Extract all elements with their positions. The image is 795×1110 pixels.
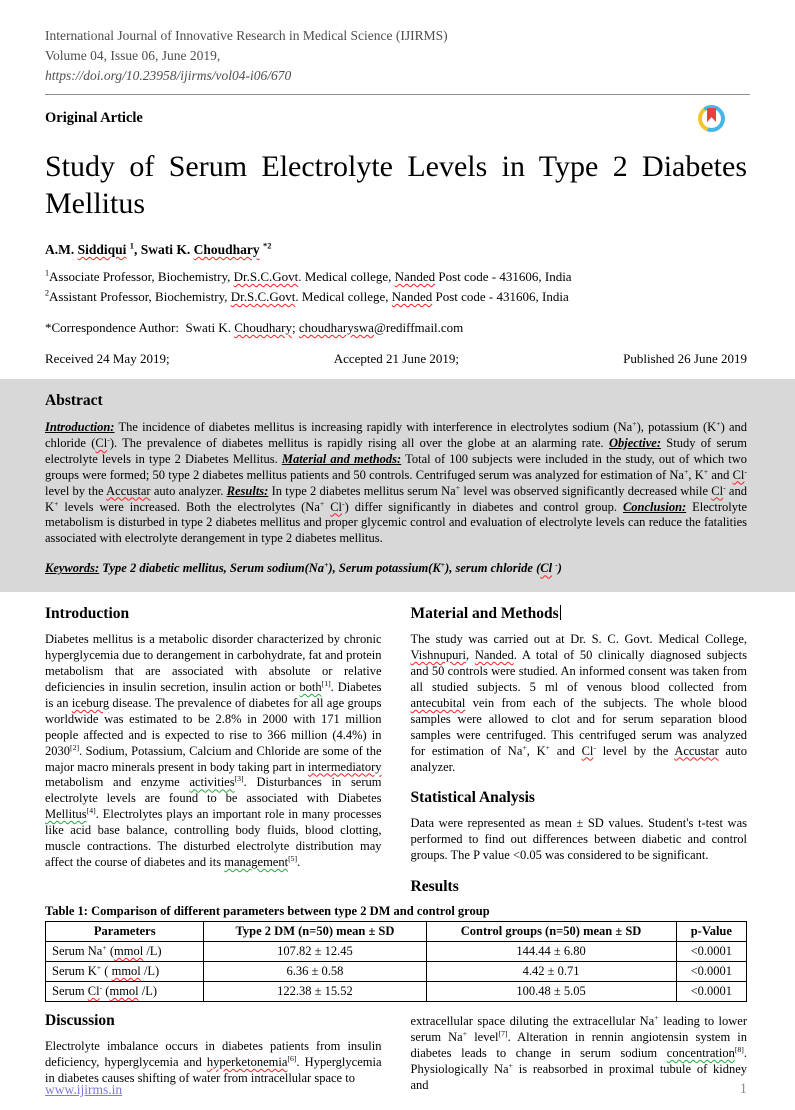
affiliations xyxy=(0,267,795,307)
statistical-heading: Statistical Analysis xyxy=(410,789,535,807)
introduction-body: Diabetes mellitus is a metabolic disorder characterized by chronic hyperglycemia due to derangement in carbohydrate, fat and protein metabolism that are associated with absolute or relative deficiencies in insulin secretion, insulin action or both[1]. Diabetes is an iceburg disease. The prevalence of diabetes for all age groups worldwide was estimated to be 2.8% in 2000 with 171 million people affected and is expected to rise to 366 million (4.4%) in 2030[2]. Sodium, Potassium, Calcium and Chloride are some of the major macro minerals present in body taking part in intermediatory metabolism and enzyme activities[3]. Disturbances in serum electrolyte levels are found to be associated with Diabetes Mellitus[4]. Electrolytes plays an important role in many processes like acid base balance, controlling body fluids, blood clotting, muscle contractions. The disturbed electrolyte distribution may affect the course of diabetes and its management[5]. xyxy=(45,632,382,869)
results-table xyxy=(45,921,747,1002)
abstract-heading: Abstract xyxy=(45,392,103,409)
keywords-line: Keywords: Type 2 diabetic mellitus, Serum sodium(Na+), Serum potassium(K+), serum chloride (Cl -) xyxy=(45,560,562,576)
journal-logo[interactable] xyxy=(698,105,725,132)
right-column xyxy=(411,605,748,896)
table-cell: Serum Na+ (mmol /L) xyxy=(46,942,204,962)
article-type-label: Original Article xyxy=(45,110,143,126)
discussion-left-body: Electrolyte imbalance occurs in diabetes patients from insulin deficiency, hyperglycemia and hyperketonemia[6]. Hyperglycemia in diabetes causes shifting of water from intracellular space to xyxy=(45,1039,382,1085)
introduction-heading: Introduction xyxy=(45,605,130,623)
table-cell: 107.82 ± 12.45 xyxy=(204,942,426,962)
table-cell: 100.48 ± 5.05 xyxy=(426,982,676,1002)
discussion-heading: Discussion xyxy=(45,1012,115,1030)
journal-header xyxy=(0,26,795,86)
table-header-cell: Control groups (n=50) mean ± SD xyxy=(426,922,676,942)
header-divider xyxy=(45,94,750,95)
page-number: 1 xyxy=(739,1081,747,1097)
abstract-section xyxy=(0,379,795,592)
affiliation-1: $^1$Associate Professor, Biochemistry, Dr.S.C.Govt. Medical college, Nanded Post code - 431606, India xyxy=(45,268,572,284)
table-cell: <0.0001 xyxy=(676,962,746,982)
table-row xyxy=(46,942,747,962)
table-header-cell: p-Value xyxy=(676,922,746,942)
discussion-right-body: extracellular space diluting the extracellular Na+ leading to lower serum Na+ level[7]. Alteration in rennin angiotensin system in diabetes leads to change in serum sodium concentration[8]. Physiologically Na+ is reabsorbed in proximal tubule of kidney and xyxy=(410,1012,748,1092)
table-row xyxy=(46,982,747,1002)
table-cell: 6.36 ± 0.58 xyxy=(204,962,426,982)
methods-body: The study was carried out at Dr. S. C. Govt. Medical College, Vishnupuri, Nanded. A total of 50 clinically diagnosed subjects and 50 controls were studied. An informed consent was taken from all studied subjects. 5 ml of venous blood collected from antecubital vein from each of the subjects. The whole blood samples were allowed to clot and for serum separation blood samples were centrifuged. This centrifuged serum was analyzed for estimation of Na+, K+ and Cl- level by the Accustar auto analyzer. xyxy=(410,632,747,774)
correspondence-line: *Correspondence Author: Swati K. Choudhary; choudharyswa@rediffmail.com xyxy=(45,320,464,335)
left-column xyxy=(45,605,382,896)
table-cell: 122.38 ± 15.52 xyxy=(204,982,426,1002)
table-cell: 4.42 ± 0.71 xyxy=(426,962,676,982)
paper-title: Study of Serum Electrolyte Levels in Type 2 Diabetes Mellitus xyxy=(45,150,747,220)
text-cursor xyxy=(560,605,562,620)
table-header-cell: Parameters xyxy=(46,922,204,942)
table-caption: Table 1: Comparison of different parameters between type 2 DM and control group xyxy=(45,904,490,919)
article-type-row xyxy=(0,105,795,132)
doi-link[interactable]: https://doi.org/10.23958/ijirms/vol04-i06/670 xyxy=(45,68,292,83)
footer-site-link[interactable]: www.ijirms.in xyxy=(45,1082,123,1097)
table-cell: 144.44 ± 6.80 xyxy=(426,942,676,962)
affiliation-2: $^2$Assistant Professor, Biochemistry, Dr.S.C.Govt. Medical college, Nanded Post code - 431606, India xyxy=(45,288,569,304)
table-cell: <0.0001 xyxy=(676,982,746,1002)
table-header-row xyxy=(46,922,747,942)
body-columns xyxy=(0,605,795,896)
table-cell: <0.0001 xyxy=(676,942,746,962)
published-date: Published 26 June 2019 xyxy=(623,351,747,366)
page-footer xyxy=(45,1081,747,1098)
authors-line: A.M. Siddiqui $^1$, Swati K. Choudhary $^{*2}$ xyxy=(45,241,272,257)
methods-heading: Material and Methods xyxy=(411,605,748,623)
accepted-date: Accepted 21 June 2019; xyxy=(333,351,459,366)
statistical-body: Data were represented as mean ± SD values. Student's t-test was performed to find out differences between diabetic and control groups. The P value <0.05 was considered to be significant. xyxy=(410,816,747,863)
results-table-section xyxy=(0,904,795,1002)
journal-name: International Journal of Innovative Research in Medical Science (IJIRMS) xyxy=(45,28,448,43)
results-heading: Results xyxy=(410,878,459,896)
abstract-body: Introduction: The incidence of diabetes mellitus is increasing rapidly with interference in electrolytes sodium (Na+), potassium (K+) and chloride (Cl-). The prevalence of diabetes mellitus is rapidly rising all over the globe at an alarming rate. Objective: Study of serum electrolyte levels in type 2 Diabetes Mellitus. Material and methods: Total of 100 subjects were included in the study, out of which two groups were formed; 50 type 2 diabetes mellitus patients and 50 controls. Centrifuged serum was analyzed for estimation of Na+, K+ and Cl- level by the Accustar auto analyzer. Results: In type 2 diabetes mellitus serum Na+ level was observed significantly decreased while Cl- and K+ levels were increased. Both the electrolytes (Na+ Cl-) differ significantly in diabetes and control group. Conclusion: Electrolyte metabolism is disturbed in type 2 diabetes mellitus and proper glycemic control and evaluation of electrolyte levels can reduce the fatalities associated with electrolyte derangement in type 2 diabetes mellitus. xyxy=(45,418,748,546)
table-header-cell: Type 2 DM (n=50) mean ± SD xyxy=(204,922,426,942)
table-cell: Serum K+ ( mmol /L) xyxy=(46,962,204,982)
dates-row xyxy=(0,351,795,367)
volume-line: Volume 04, Issue 06, June 2019, xyxy=(45,48,221,63)
bookmark-icon xyxy=(707,108,716,122)
table-cell: Serum Cl- (mmol /L) xyxy=(46,982,204,1002)
table-row xyxy=(46,962,747,982)
received-date: Received 24 May 2019; xyxy=(45,351,170,366)
